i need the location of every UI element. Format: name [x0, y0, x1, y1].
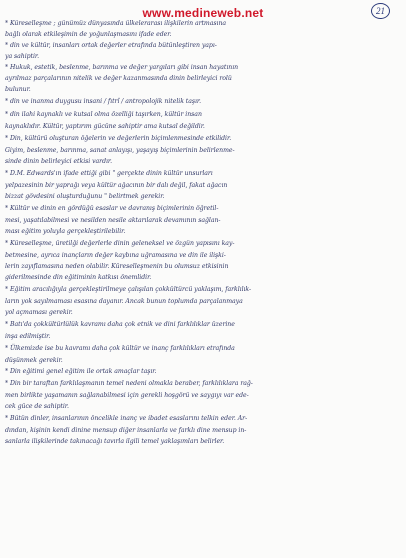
note-line: * Din bir taraftan farklılaşmanın temel nedeni olmakla beraber, farklılıklara rağ-	[5, 380, 253, 387]
note-line: * Küreselleşme, üretilği değerlerle dinin geleneksel ve özgün yapısını kay-	[5, 240, 235, 247]
note-line: Giyim, beslenme, barınma, sanat anlayışı, yaşayış biçimlerinin belirlenme-	[5, 147, 235, 154]
note-line: * Din, kültürü oluşturan öğelerin ve değerlerin biçimlenmesinde etkilidir.	[5, 135, 232, 142]
note-line: sinde dinin belirleyici etkisi vardır.	[5, 158, 113, 165]
note-line: * din ve inanma duygusu insani / fıtrî / antropolojik nitelik taşır.	[5, 98, 202, 105]
note-line: ması eğitim yoluyla gerçekleştirilebilir.	[5, 228, 126, 235]
note-line: lerin zayıflamasına neden olabilir. Küreselleşmenin bu olumsuz etkisinin	[5, 263, 229, 270]
note-line: mesi, yaşatılabilmesi ve nesilden nesile aktarılarak devamının sağlan-	[5, 217, 221, 224]
note-line: ya sahiptir.	[5, 53, 40, 60]
note-line: düşünmek gerekir.	[5, 357, 63, 364]
note-line: bulunur.	[5, 86, 31, 93]
note-line: * Bütün dinler, insanlarının öncelikle inanç ve ibadet esaslarını telkin eder. Ar-	[5, 415, 248, 422]
note-line: * D.M. Edwards'ın ifade ettiği gibi " gerçekte dinin kültür unsurları	[5, 170, 213, 177]
note-line: * Ülkemizde ise bu kavramı daha çok kültür ve inanç farklılıkları etrafında	[5, 345, 235, 352]
note-line: * din ilahi kaynaklı ve kutsal olma özelliği taşırken, kültür insan	[5, 111, 202, 118]
note-line: ayrılmaz parçalarının nitelik ve değer kazanmasında dinin belirleyici rolü	[5, 75, 232, 82]
note-line: * Batı'da çokkültürlülük kavramı daha çok etnik ve dini farklılıklar üzerine	[5, 321, 235, 328]
note-line: * Kültür ve dinin en gördüğü esaslar ve davranış biçimlerinin öğretil-	[5, 205, 219, 212]
note-line: sanlarla ilişkilerinde takınacağı tavırla ilgili temel yaklaşımları belirler.	[5, 438, 225, 445]
note-line: men birlikte yaşamanın sağlanabilmesi için gerekli hoşgörü ve saygıyı var ede-	[5, 392, 249, 399]
note-line: bizzat gövdesini oluşturduğunu " belirtmek gerekir.	[5, 193, 165, 200]
note-line: giderilmesinde din eğitiminin katkısı önemlidir.	[5, 274, 152, 281]
note-line: kaynaklıdır. Kültür, yaptırım gücüne sahiptir ama kutsal değildir.	[5, 123, 205, 130]
note-line: dından, kişinin kendi dinine mensup diğer insanlarla ve farklı dine mensup in-	[5, 427, 247, 434]
note-line: * Hukuk, estetik, beslenme, barınma ve değer yargıları gibi insan hayatının	[5, 64, 239, 71]
site-watermark: www.medineweb.net	[142, 6, 264, 20]
note-line: bağlı olarak etkileşimin de yoğunlaşmasını ifade eder.	[5, 31, 172, 38]
note-line: ların yok sayılmaması esasına dayanır. Ancak bunun toplumda parçalanmaya	[5, 298, 243, 305]
handwritten-notes	[5, 18, 401, 447]
note-line: inşa edilmiştir.	[5, 333, 51, 340]
note-line: betmesine, ayrıca inançların değer kaybına uğramasına ve din ile ilişki-	[5, 252, 226, 259]
note-line: cek güce de sahiptir.	[5, 403, 69, 410]
note-line: * Eğitim aracılığıyla gerçekleştirilmeye çalışılan çokkültürcü yaklaşım, farklılık-	[5, 286, 252, 293]
note-line: yol açmaması gerekir.	[5, 309, 73, 316]
note-line: yelpazesinin bir yaprağı veya kültür ağacının bir dalı değil, fakat ağacın	[5, 182, 228, 189]
page-number: 21	[371, 3, 390, 19]
note-line: * Din eğitimi genel eğitim ile ortak amaçlar taşır.	[5, 368, 157, 375]
note-line: * Küreselleşme ; günümüz dünyasında ülkelerarası ilişkilerin artmasına	[5, 20, 227, 27]
note-line: * din ve kültür, insanları ortak değerler etrafında bütünleştiren yapı-	[5, 42, 217, 49]
